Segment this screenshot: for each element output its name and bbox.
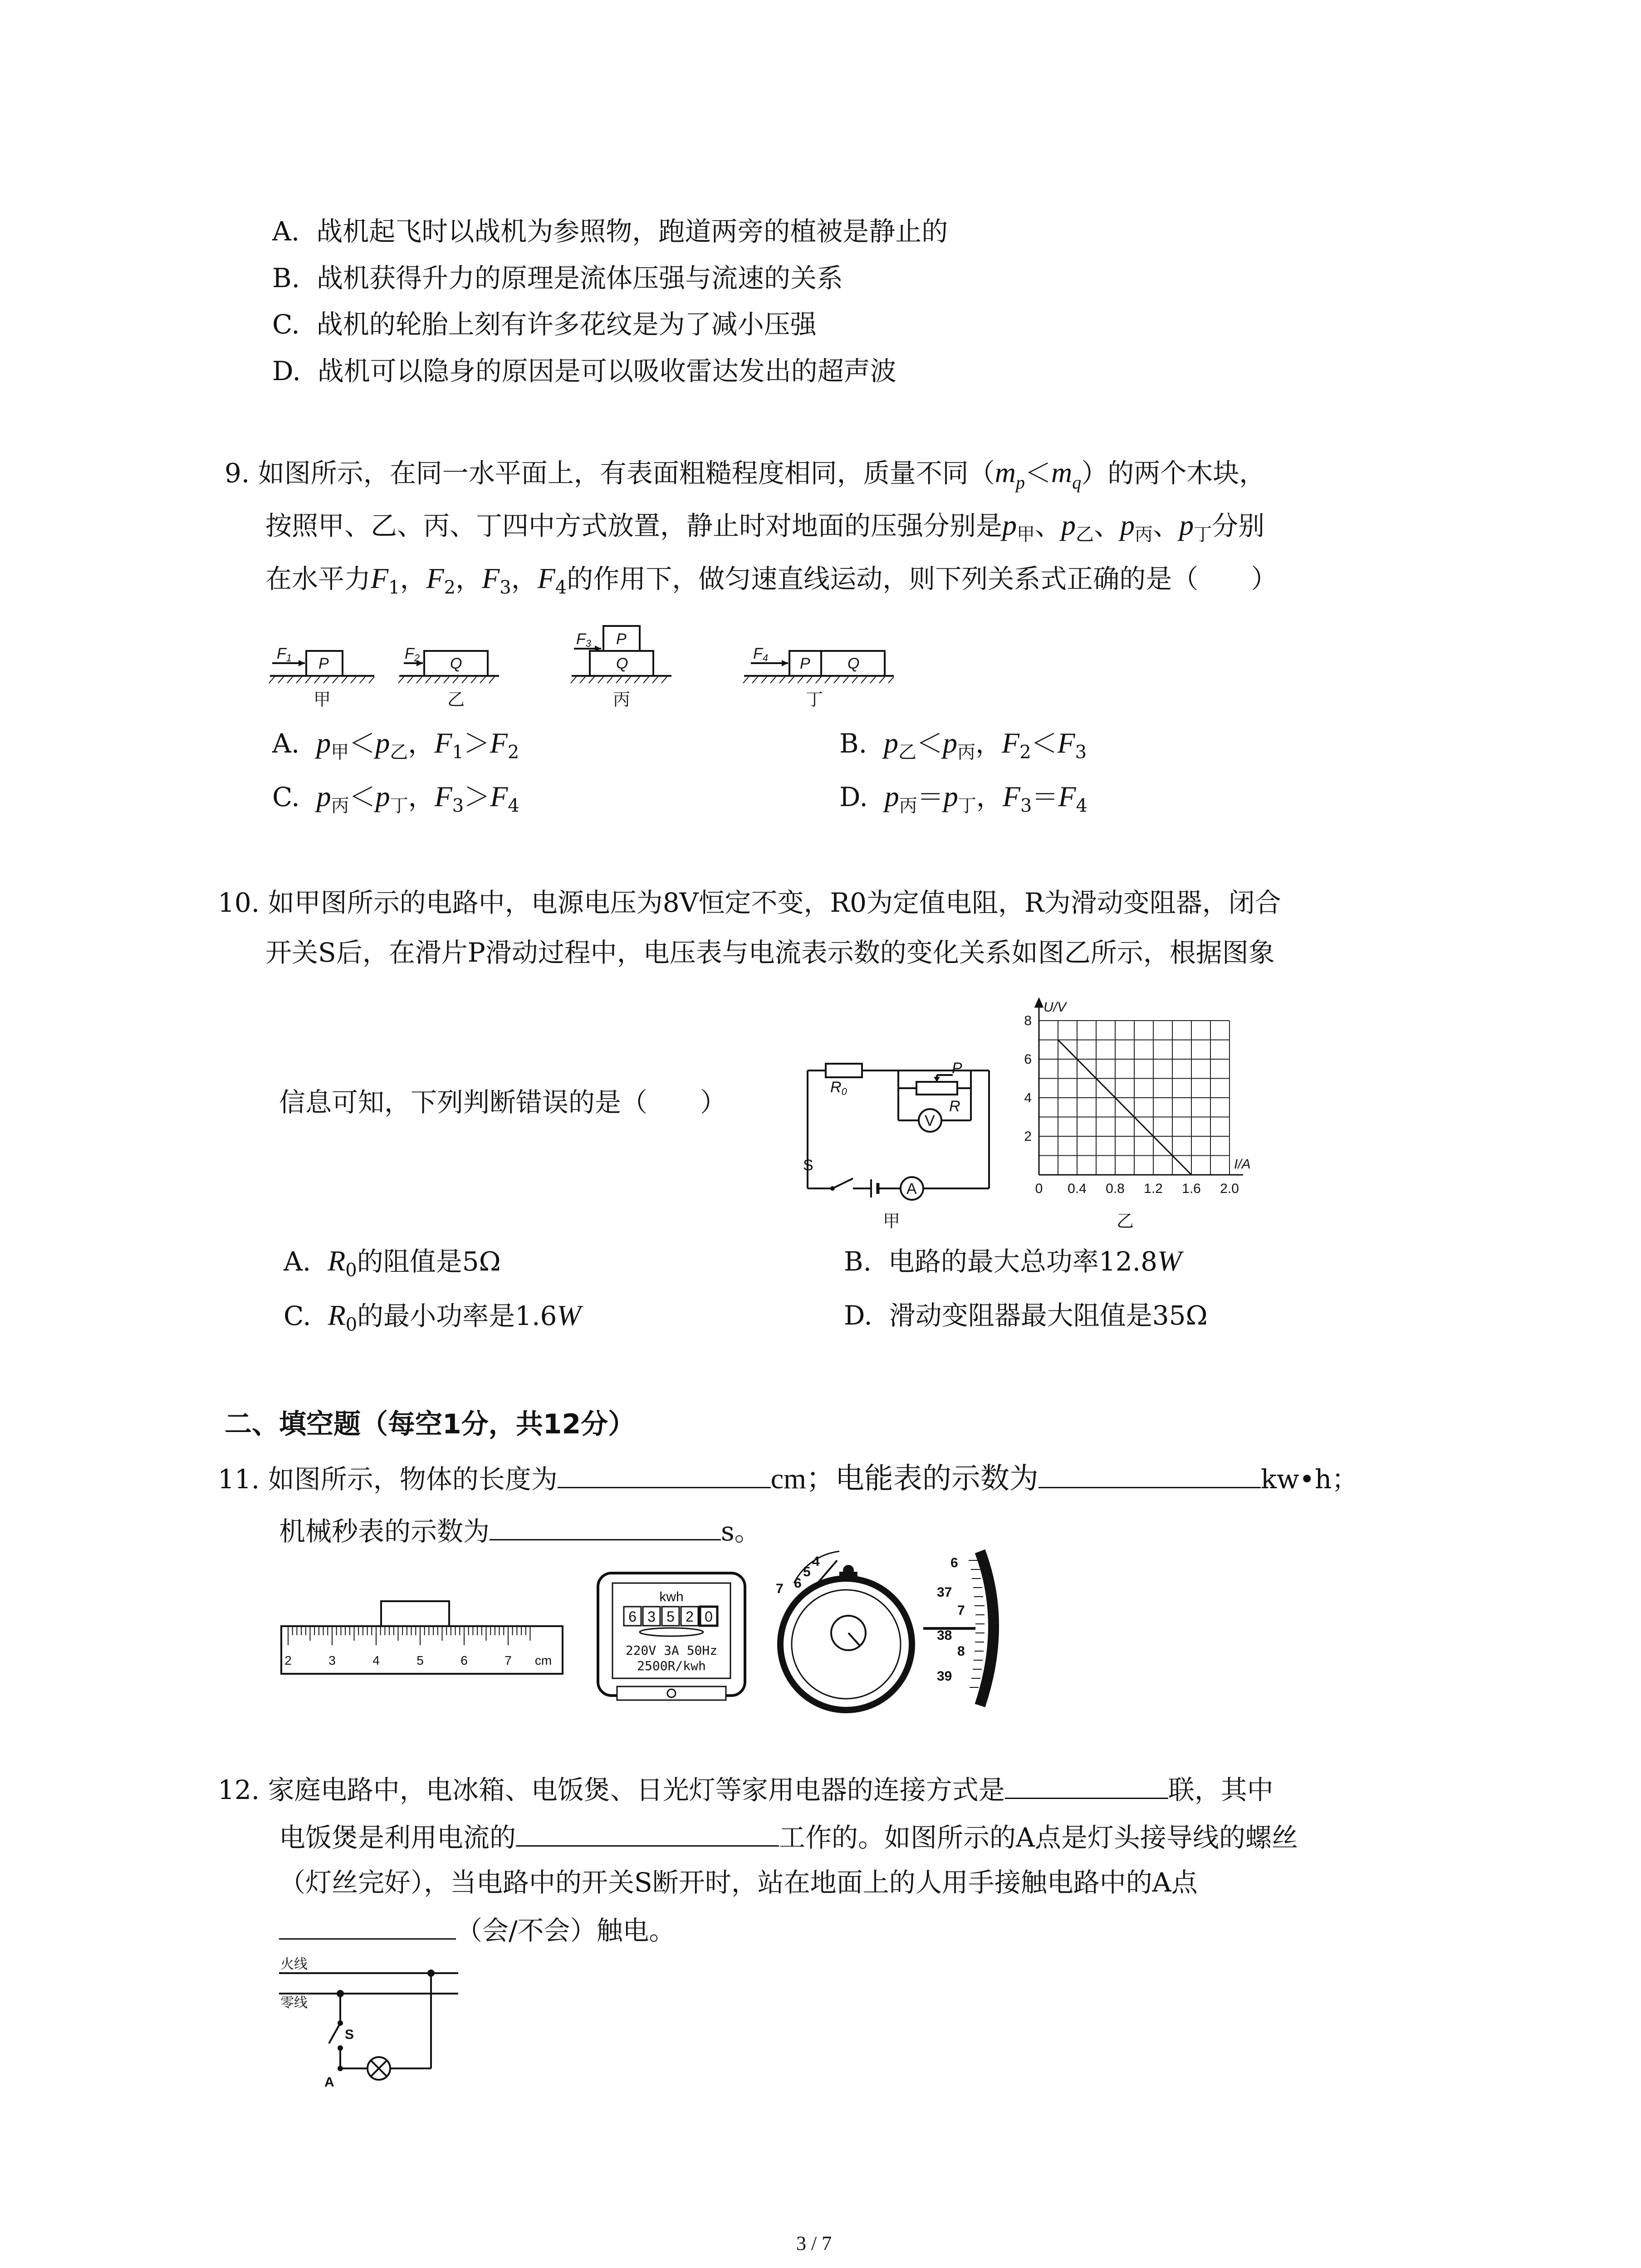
q10-line-1: 10. 如甲图所示的电路中，电源电压为8V恒定不变，R0为定值电阻，R为滑动变阻器，闭合 [218, 887, 1281, 918]
svg-text:S: S [803, 1157, 813, 1174]
q9-label-bing: 丙 [612, 690, 631, 709]
svg-text:4: 4 [812, 1554, 820, 1569]
svg-text:37: 37 [937, 1585, 952, 1600]
q10-option-b: B. 电路的最大总功率12.8W [844, 1245, 1182, 1277]
svg-text:6: 6 [794, 1576, 802, 1591]
ruler-label: cm [534, 1653, 552, 1667]
svg-text:S: S [345, 2027, 354, 2042]
q12-line-3: （灯丝完好），当电路中的开关S断开时，站在地面上的人用手接触电路中的A点 [279, 1867, 1198, 1898]
q10-option-a: A. $R_0$的阻值是5Ω [284, 1245, 501, 1281]
meter-digit: 6 [628, 1608, 637, 1625]
y-axis-label: U/V [1043, 1000, 1067, 1015]
ruler-label: 5 [416, 1653, 424, 1667]
y-tick-label: 2 [1024, 1129, 1032, 1144]
svg-text:F2: F2 [405, 645, 420, 664]
q11-stopwatch [767, 1542, 1012, 1715]
svg-text:F3: F3 [576, 631, 592, 649]
series-line [1058, 1040, 1191, 1175]
q11-line-1: 11. 如图所示，物体的长度为 cm；电能表的示数为 kw•h； [218, 1461, 1358, 1497]
q10-line-3: 信息可知，下列判断错误的是（ ） [279, 1087, 727, 1118]
ruler-label: 3 [328, 1653, 336, 1667]
svg-text:P: P [318, 655, 329, 672]
q11-blank-length[interactable] [558, 1461, 771, 1488]
q8-option-b: B. 战机获得升力的原理是流体压强与流速的关系 [272, 263, 843, 293]
svg-text:Q: Q [847, 655, 860, 672]
svg-text:P: P [800, 655, 810, 672]
q10-circuit-label: 甲 [882, 1211, 901, 1231]
q9-line-1: 9. 如图所示，在同一水平面上，有表面粗糙程度相同，质量不同$(m_p<m_q)$的两个木块， [225, 456, 1266, 493]
svg-text:Q: Q [450, 655, 462, 672]
y-tick-label: 4 [1024, 1090, 1032, 1105]
meter-digit: 0 [705, 1608, 713, 1625]
svg-text:Q: Q [616, 655, 628, 672]
svg-text:火线: 火线 [280, 1957, 308, 1972]
x-tick-label: 0.4 [1068, 1181, 1087, 1196]
q9-option-a: A. $p_甲<p_乙$，$F_1>F_2$ [272, 727, 519, 763]
svg-text:7: 7 [957, 1603, 965, 1618]
q10-option-c: C. $R_0$的最小功率是1.6W [284, 1299, 581, 1335]
ruler-label: 2 [284, 1653, 292, 1667]
svg-text:P: P [952, 1060, 962, 1077]
q12-line-1: 12. 家庭电路中，电冰箱、电饭煲、日光灯等家用电器的连接方式是 联，其中 [218, 1771, 1274, 1808]
q11-blank-meter[interactable] [1038, 1461, 1261, 1488]
q12-line-4: （会/不会）触电。 [279, 1912, 676, 1949]
ruler-label: 6 [460, 1653, 468, 1667]
x-tick-label: 1.2 [1144, 1181, 1163, 1196]
q12-blank-shock[interactable] [279, 1912, 456, 1940]
q11-object [381, 1601, 449, 1626]
q8-option-c: C. 战机的轮胎上刻有许多花纹是为了减小压强 [272, 309, 817, 340]
svg-text:零线: 零线 [280, 1995, 308, 2010]
q12-blank-effect[interactable] [516, 1819, 779, 1847]
svg-text:A: A [906, 1180, 917, 1198]
svg-text:220V 3A 50Hz: 220V 3A 50Hz [625, 1643, 718, 1658]
svg-text:39: 39 [937, 1669, 952, 1684]
svg-text:2500R/kwh: 2500R/kwh [637, 1658, 706, 1673]
svg-text:F1: F1 [277, 645, 292, 664]
svg-text:7: 7 [776, 1581, 784, 1596]
x-tick-label: 1.6 [1182, 1181, 1201, 1196]
svg-text:38: 38 [937, 1628, 952, 1643]
q9-blocks-figure [263, 608, 921, 726]
svg-text:P: P [616, 631, 627, 648]
meter-digit: 3 [647, 1608, 656, 1625]
x-axis-label: I/A [1234, 1157, 1251, 1172]
ruler-label: 7 [505, 1653, 512, 1667]
q10-graph-label: 乙 [1116, 1211, 1134, 1231]
svg-text:R: R [949, 1098, 960, 1115]
q8-option-d: D. 战机可以隐身的原因是可以吸收雷达发出的超声波 [272, 356, 896, 386]
svg-text:F4: F4 [753, 645, 769, 664]
svg-text:A: A [324, 2075, 334, 2090]
q9-option-d: D. $p_丙=p_丁$，$F_3=F_4$ [839, 780, 1087, 816]
q11-blank-stopwatch[interactable] [490, 1513, 721, 1540]
x-tick-label: 2.0 [1220, 1181, 1239, 1196]
svg-text:5: 5 [803, 1564, 811, 1579]
q9-label-jia: 甲 [313, 690, 331, 709]
section-title: 二、填空题（每空1分，共12分） [225, 1408, 636, 1440]
q9-label-yi: 乙 [447, 690, 465, 709]
q12-circuit-figure [277, 1950, 472, 2091]
y-tick-label: 6 [1024, 1052, 1032, 1067]
q10-circuit-figure [789, 1034, 1007, 1238]
q10-line-2: 开关S后，在滑片P滑动过程中，电压表与电流表示数的变化关系如图乙所示，根据图象 [265, 937, 1275, 968]
q9-option-c: C. $p_丙<p_丁$，$F_3>F_4$ [272, 780, 519, 816]
q12-line-2: 电饭煲是利用电流的 工作的。如图所示的A点是灯头接导线的螺丝 [279, 1819, 1298, 1856]
q9-line-3: 在水平力$F_1$，$F_2$，$F_3$，$F_4$的作用下，做匀速直线运动，则下列关系式正确的是（ ） [265, 562, 1278, 598]
svg-text:6: 6 [950, 1555, 958, 1570]
svg-text:R0: R0 [830, 1079, 847, 1097]
svg-text:8: 8 [957, 1644, 965, 1659]
q11-line-2: 机械秒表的示数为 s。 [279, 1513, 761, 1549]
meter-digit: 5 [666, 1608, 675, 1625]
q11-ruler-figure [279, 1597, 574, 1687]
q9-line-2: 按照甲、乙、丙、丁四中方式放置，静止时对地面的压强分别是$p_甲$、$p_乙$、$p_丙$、$p_丁$分别 [265, 509, 1265, 545]
ruler-label: 4 [372, 1653, 380, 1667]
page-number: 3 / 7 [796, 2232, 832, 2254]
q12-blank-connection[interactable] [1005, 1771, 1168, 1799]
x-tick-label: 0.8 [1106, 1181, 1125, 1196]
y-axis-arrow [1035, 999, 1043, 1007]
y-tick-label: 8 [1024, 1013, 1032, 1028]
x-tick-label: 0 [1035, 1181, 1043, 1196]
svg-text:V: V [925, 1112, 935, 1129]
svg-text:kwh: kwh [659, 1589, 684, 1604]
q10-ui-graph [1007, 966, 1288, 1238]
q9-label-ding: 丁 [805, 690, 823, 709]
meter-digit: 2 [686, 1608, 694, 1625]
q10-option-d: D. 滑动变阻器最大阻值是35Ω [844, 1300, 1208, 1331]
q8-option-a: A. 战机起飞时以战机为参照物，跑道两旁的植被是静止的 [272, 216, 948, 247]
q9-option-b: B. $p_乙<p_丙$，$F_2<F_3$ [839, 727, 1087, 763]
q11-energy-meter [594, 1569, 749, 1706]
